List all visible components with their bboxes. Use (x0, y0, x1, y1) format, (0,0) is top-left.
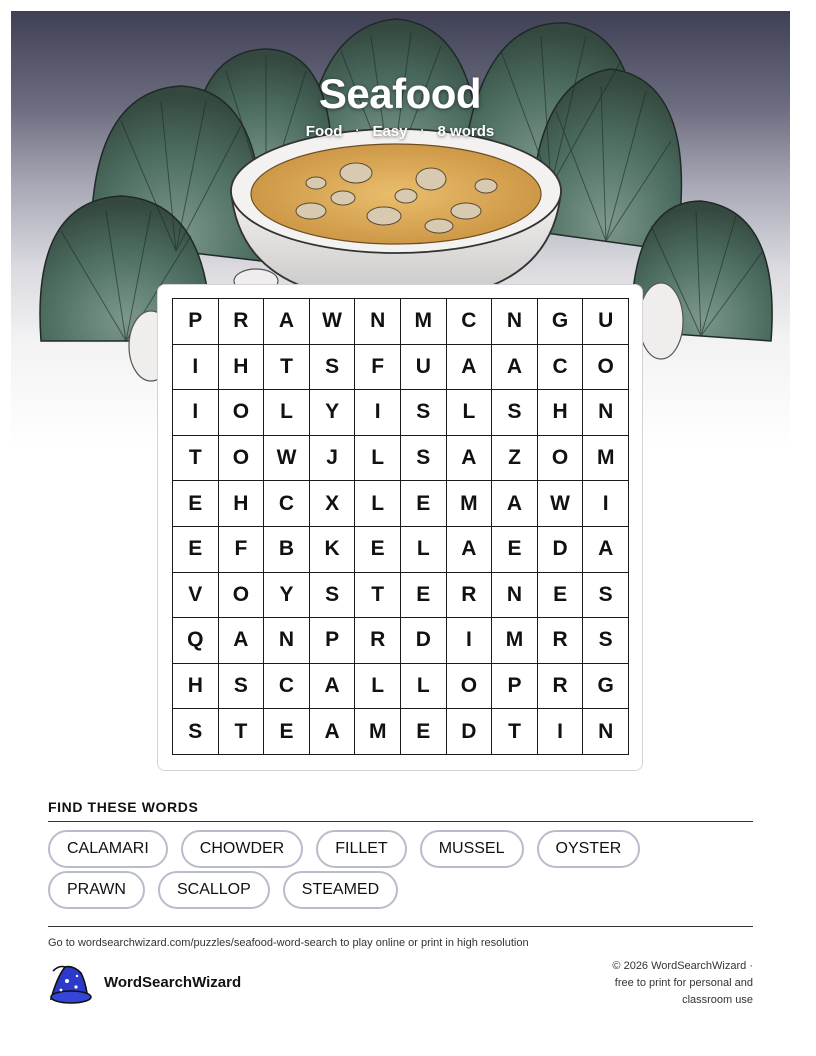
grid-cell[interactable]: A (492, 481, 538, 527)
grid-cell[interactable]: E (401, 481, 447, 527)
grid-cell[interactable]: E (538, 573, 584, 619)
grid-cell[interactable]: N (355, 299, 401, 345)
grid-cell[interactable]: A (310, 709, 356, 755)
grid-cell[interactable]: M (355, 709, 401, 755)
grid-cell[interactable]: J (310, 436, 356, 482)
grid-cell[interactable]: C (264, 481, 310, 527)
grid-cell[interactable]: E (401, 573, 447, 619)
grid-cell[interactable]: E (401, 709, 447, 755)
word-pill: SCALLOP (158, 871, 270, 909)
grid-cell[interactable]: H (173, 664, 219, 710)
grid-cell[interactable]: S (219, 664, 265, 710)
puzzle-category: Food (305, 123, 343, 140)
grid-cell[interactable]: T (173, 436, 219, 482)
play-online-note: Go to wordsearchwizard.com/puzzles/seafood-word-search to play online or print in high resolution (48, 937, 529, 949)
grid-cell[interactable]: W (310, 299, 356, 345)
grid-cell[interactable]: I (173, 390, 219, 436)
grid-cell[interactable]: S (310, 345, 356, 391)
grid-cell[interactable]: Y (310, 390, 356, 436)
grid-cell[interactable]: N (492, 299, 538, 345)
grid-cell[interactable]: D (401, 618, 447, 664)
grid-cell[interactable]: R (538, 664, 584, 710)
grid-cell[interactable]: T (219, 709, 265, 755)
grid-cell[interactable]: V (173, 573, 219, 619)
word-pill: MUSSEL (420, 830, 524, 868)
brand-name: WordSearchWizard (104, 974, 242, 991)
grid-cell[interactable]: A (219, 618, 265, 664)
grid-cell[interactable]: G (538, 299, 584, 345)
puzzle-meta (0, 123, 800, 140)
grid-cell[interactable]: A (492, 345, 538, 391)
grid-cell[interactable]: O (583, 345, 629, 391)
grid-cell[interactable]: H (538, 390, 584, 436)
grid-cell[interactable]: A (310, 664, 356, 710)
divider (48, 926, 753, 927)
grid-cell[interactable]: D (538, 527, 584, 573)
grid-cell[interactable]: R (538, 618, 584, 664)
grid-cell[interactable]: M (492, 618, 538, 664)
grid-cell[interactable]: E (355, 527, 401, 573)
grid-cell[interactable]: O (219, 390, 265, 436)
grid-cell[interactable]: S (173, 709, 219, 755)
grid-cell[interactable]: Z (492, 436, 538, 482)
copyright-note (553, 958, 753, 1009)
grid-cell[interactable]: O (219, 436, 265, 482)
divider (48, 821, 753, 822)
grid-cell[interactable]: Y (264, 573, 310, 619)
grid-cell[interactable]: F (355, 345, 401, 391)
grid-cell[interactable]: E (492, 527, 538, 573)
grid-cell[interactable]: C (264, 664, 310, 710)
grid-cell[interactable]: P (310, 618, 356, 664)
grid-cell[interactable]: H (219, 481, 265, 527)
grid-cell[interactable]: S (583, 573, 629, 619)
word-pill: OYSTER (537, 830, 641, 868)
grid-cell[interactable]: M (401, 299, 447, 345)
grid-cell[interactable]: E (173, 527, 219, 573)
grid-cell[interactable]: S (401, 390, 447, 436)
grid-cell[interactable]: H (219, 345, 265, 391)
grid-cell[interactable]: A (447, 436, 493, 482)
puzzle-word-count: 8 words (437, 123, 495, 140)
grid-cell[interactable]: D (447, 709, 493, 755)
grid-cell[interactable]: W (264, 436, 310, 482)
puzzle-difficulty: Easy (372, 123, 408, 140)
copyright-line: free to print for personal and (614, 977, 753, 989)
grid-cell[interactable]: S (401, 436, 447, 482)
grid-cell[interactable]: T (355, 573, 401, 619)
grid-cell[interactable]: I (538, 709, 584, 755)
grid-cell[interactable]: B (264, 527, 310, 573)
grid-cell[interactable]: X (310, 481, 356, 527)
word-pill: STEAMED (283, 871, 398, 909)
meta-separator: · (420, 125, 425, 137)
grid-cell[interactable]: N (583, 390, 629, 436)
grid-cell[interactable]: I (583, 481, 629, 527)
grid-cell[interactable]: A (264, 299, 310, 345)
grid-cell[interactable]: R (447, 573, 493, 619)
grid-cell[interactable]: E (264, 709, 310, 755)
grid-cell[interactable]: S (310, 573, 356, 619)
word-pill: FILLET (316, 830, 406, 868)
grid-cell[interactable]: R (355, 618, 401, 664)
grid-cell[interactable]: C (538, 345, 584, 391)
word-pill: CALAMARI (48, 830, 168, 868)
grid-cell[interactable]: O (538, 436, 584, 482)
letter-grid[interactable] (172, 298, 629, 755)
grid-cell[interactable]: N (583, 709, 629, 755)
grid-cell[interactable]: S (583, 618, 629, 664)
copyright-line: © 2026 WordSearchWizard · (612, 960, 753, 972)
grid-cell[interactable]: T (492, 709, 538, 755)
grid-cell[interactable]: L (355, 481, 401, 527)
grid-cell[interactable]: O (219, 573, 265, 619)
grid-cell[interactable]: Q (173, 618, 219, 664)
word-list (48, 830, 753, 912)
grid-cell[interactable]: U (583, 299, 629, 345)
word-pill: CHOWDER (181, 830, 303, 868)
grid-cell[interactable]: L (447, 390, 493, 436)
grid-cell[interactable]: W (538, 481, 584, 527)
grid-cell[interactable]: O (447, 664, 493, 710)
meta-separator: · (355, 125, 360, 137)
grid-cell[interactable]: N (264, 618, 310, 664)
grid-cell[interactable]: E (173, 481, 219, 527)
grid-cell[interactable]: A (447, 345, 493, 391)
grid-cell[interactable]: L (264, 390, 310, 436)
grid-cell[interactable]: C (447, 299, 493, 345)
grid-cell[interactable]: N (492, 573, 538, 619)
grid-cell[interactable]: L (401, 664, 447, 710)
grid-cell[interactable]: I (447, 618, 493, 664)
grid-cell[interactable]: U (401, 345, 447, 391)
grid-cell[interactable]: P (173, 299, 219, 345)
copyright-line: classroom use (682, 994, 753, 1006)
grid-cell[interactable]: T (264, 345, 310, 391)
grid-cell[interactable]: A (583, 527, 629, 573)
word-list-heading: FIND THESE WORDS (48, 799, 199, 815)
grid-cell[interactable]: G (583, 664, 629, 710)
grid-cell[interactable]: M (583, 436, 629, 482)
grid-cell[interactable]: L (355, 664, 401, 710)
grid-cell[interactable]: I (355, 390, 401, 436)
grid-cell[interactable]: I (173, 345, 219, 391)
puzzle-title: Seafood (318, 70, 482, 117)
grid-cell[interactable]: K (310, 527, 356, 573)
grid-cell[interactable]: L (355, 436, 401, 482)
word-pill: PRAWN (48, 871, 145, 909)
grid-cell[interactable]: R (219, 299, 265, 345)
grid-cell[interactable]: F (219, 527, 265, 573)
wizard-hat-icon (47, 963, 93, 1010)
grid-cell[interactable]: L (401, 527, 447, 573)
grid-cell[interactable]: M (447, 481, 493, 527)
grid-cell[interactable]: S (492, 390, 538, 436)
grid-cell[interactable]: P (492, 664, 538, 710)
grid-cell[interactable]: A (447, 527, 493, 573)
